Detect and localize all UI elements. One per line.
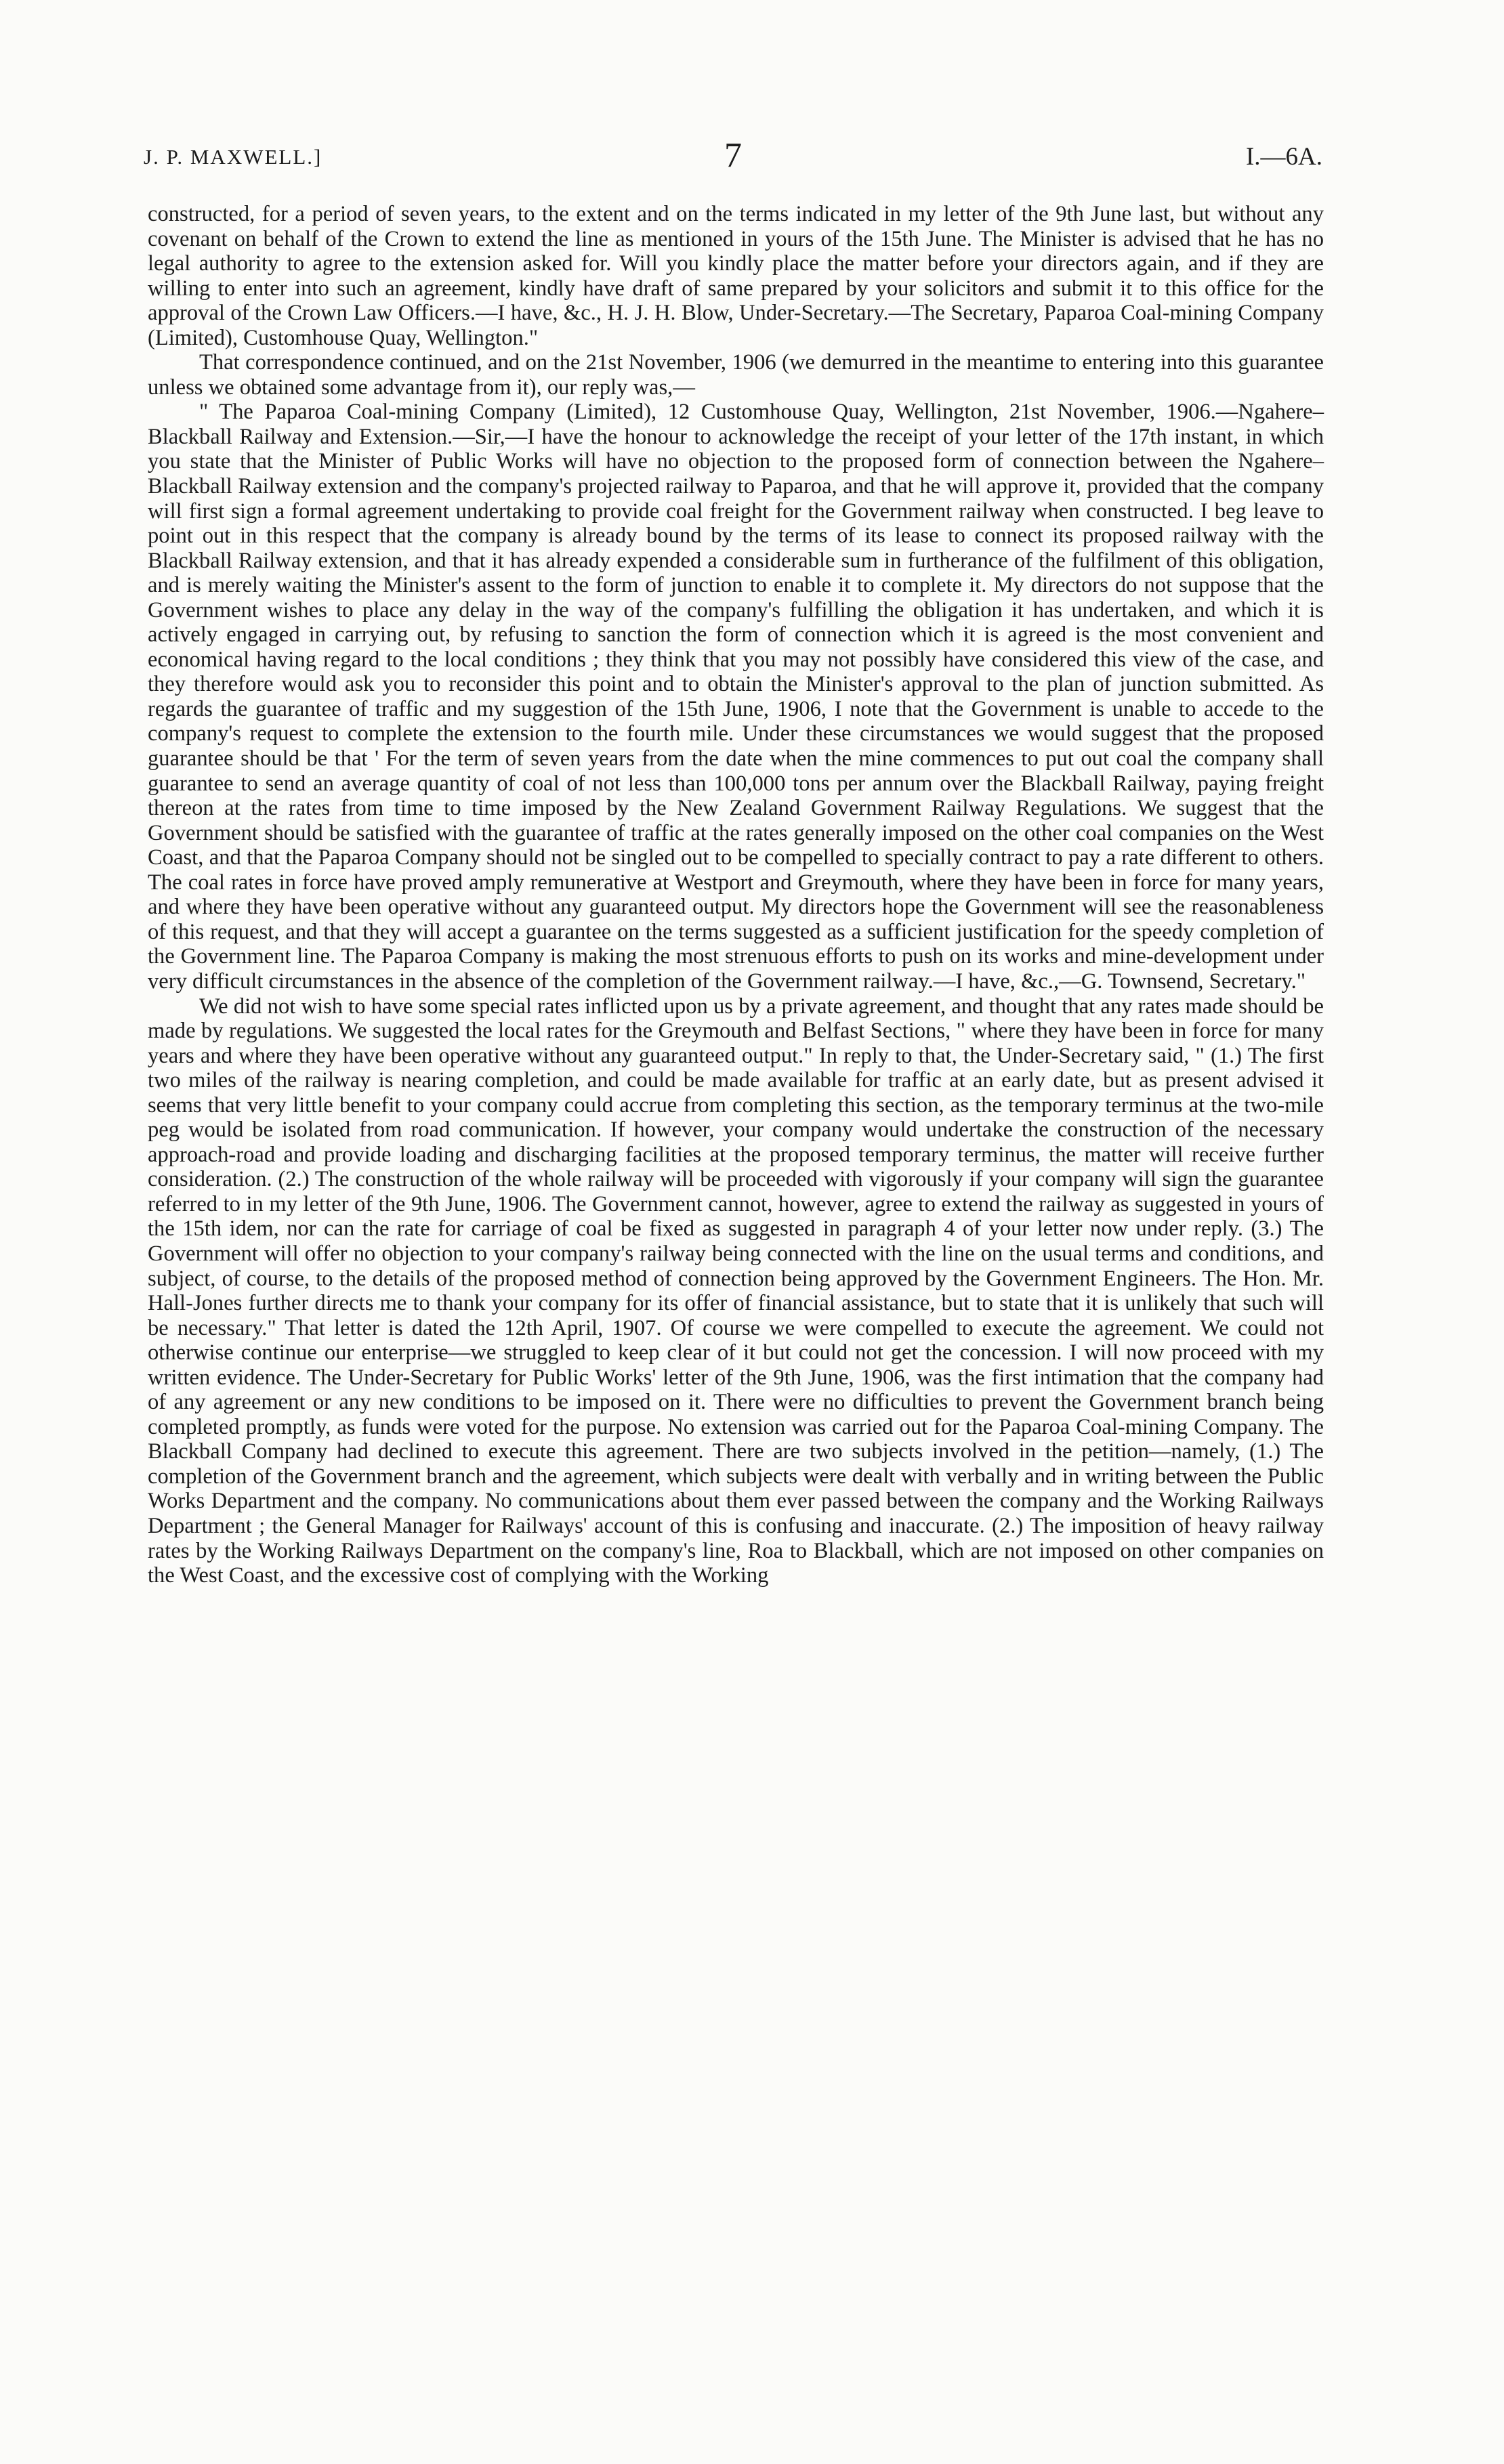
header-author: J. P. MAXWELL.] — [144, 145, 322, 169]
document-body — [148, 202, 1324, 1588]
paragraph-evidence: We did not wish to have some special rates inflicted upon us by a private agreement, and thought that any rates made should be made by regulations. We suggested the local rates for the Greymouth and Belfast Sections, " where they have been in force for many years and where they have been operative without any guaranteed output." In reply to that, the Under-Secretary said, " (1.) The first two miles of the railway is nearing completion, and could be made available for traffic at an early date, but as present advised it seems that very little benefit to your company could accrue from completing this section, as the temporary terminus at the two-mile peg would be isolated from road communication. If however, your company would undertake the construction of the necessary approach-road and provide loading and discharging facilities at the proposed temporary terminus, the matter will receive further consideration. (2.) The construction of the whole railway will be proceeded with vigorously if your company will sign the guarantee referred to in my letter of the 9th June, 1906. The Government cannot, however, agree to extend the railway as suggested in yours of the 15th idem, nor can the rate for carriage of coal be fixed as suggested in paragraph 4 of your letter now under reply. (3.) The Government will offer no objection to your company's railway being connected with the line on the usual terms and conditions, and subject, of course, to the details of the proposed method of connection being approved by the Government Engineers. The Hon. Mr. Hall-Jones further directs me to thank your company for its offer of financial assistance, but to state that it is unlikely that such will be necessary." That letter is dated the 12th April, 1907. Of course we were compelled to execute the agreement. We could not otherwise continue our enterprise—we struggled to keep clear of it but could not get the concession. I will now proceed with my written evidence. The Under-Secretary for Public Works' letter of the 9th June, 1906, was the first intimation that the company had of any agreement or any new conditions to be imposed on it. There were no difficulties to prevent the Government branch being completed promptly, as funds were voted for the purpose. No extension was carried out for the Paparoa Coal-mining Company. The Blackball Company had declined to execute this agreement. There are two subjects involved in the petition—namely, (1.) The completion of the Government branch and the agreement, which subjects were dealt with verbally and in writing between the Public Works Department and the company. No communications about them ever passed between the company and the Working Railways Department ; the General Manager for Railways' account of this is confusing and inaccurate. (2.) The imposition of heavy railway rates by the Working Railways Department on the company's line, Roa to Blackball, which are not imposed on other companies on the West Coast, and the excessive cost of complying with the Working — [148, 994, 1324, 1588]
paragraph-company-letter: " The Paparoa Coal-mining Company (Limited), 12 Customhouse Quay, Wellington, 21st November, 1906.—Ngahere–Blackball Railway and Extension.—Sir,—I have the honour to acknowledge the receipt of your letter of the 17th instant, in which you state that the Minister of Public Works will have no objection to the proposed form of connection between the Ngahere–Blackball Railway extension and the company's projected railway to Paparoa, and that he will approve it, provided that the company will first sign a formal agreement undertaking to provide coal freight for the Government railway when constructed. I beg leave to point out in this respect that the company is already bound by the terms of its lease to connect its proposed railway with the Blackball Railway extension, and that it has already expended a considerable sum in furtherance of the fulfilment of this obligation, and is merely waiting the Minister's assent to the form of junction to enable it to complete it. My directors do not suppose that the Government wishes to place any delay in the way of the company's fulfilling the obligation it has undertaken, and which it is actively engaged in carrying out, by refusing to sanction the form of connection which it is agreed is the most convenient and economical having regard to the local conditions ; they think that you may not possibly have considered this view of the case, and they therefore would ask you to reconsider this point and to obtain the Minister's approval to the plan of junction submitted. As regards the guarantee of traffic and my suggestion of the 15th June, 1906, I note that the Government is unable to accede to the company's request to complete the extension to the fourth mile. Under these circumstances we would suggest that the proposed guarantee should be that ' For the term of seven years from the date when the mine commences to put out coal the company shall guarantee to send an average quantity of coal of not less than 100,000 tons per annum over the Blackball Railway, paying freight thereon at the rates from time to time imposed by the New Zealand Government Railway Regulations. We suggest that the Government should be satisfied with the guarantee of traffic at the rates generally imposed on the other coal companies on the West Coast, and that the Paparoa Company should not be singled out to be compelled to specially contract to pay a rate different to others. The coal rates in force have proved amply remunerative at Westport and Greymouth, where they have been in force for many years, and where they have been operative without any guaranteed output. My directors hope the Government will see the reasonableness of this request, and that they will accept a guarantee on the terms suggested as a sufficient justification for the speedy completion of the Government line. The Paparoa Company is making the most strenuous efforts to push on its works and mine-development under very difficult circumstances in the absence of the completion of the Government railway.—I have, &c.,—G. Townsend, Secretary." — [148, 400, 1324, 994]
page-number: 7 — [724, 136, 742, 175]
paragraph-correspondence-note: That correspondence continued, and on the 21st November, 1906 (we demurred in the meantime to entering into this guarantee unless we obtained some advantage from it), our reply was,— — [148, 350, 1324, 400]
page-header — [144, 135, 1322, 176]
document-reference: I.—6A. — [1245, 143, 1322, 171]
paragraph-continuation: constructed, for a period of seven years, to the extent and on the terms indicated in my letter of the 9th June last, but without any covenant on behalf of the Crown to extend the line as mentioned in yours of the 15th June. The Minister is advised that he has no legal authority to agree to the extension asked for. Will you kindly place the matter before your directors again, and if they are willing to enter into such an agreement, kindly have draft of same prepared by your solicitors and submit it to this office for the approval of the Crown Law Officers.—I have, &c., H. J. H. Blow, Under-Secretary.—The Secretary, Paparoa Coal-mining Company (Limited), Customhouse Quay, Wellington." — [148, 202, 1324, 350]
